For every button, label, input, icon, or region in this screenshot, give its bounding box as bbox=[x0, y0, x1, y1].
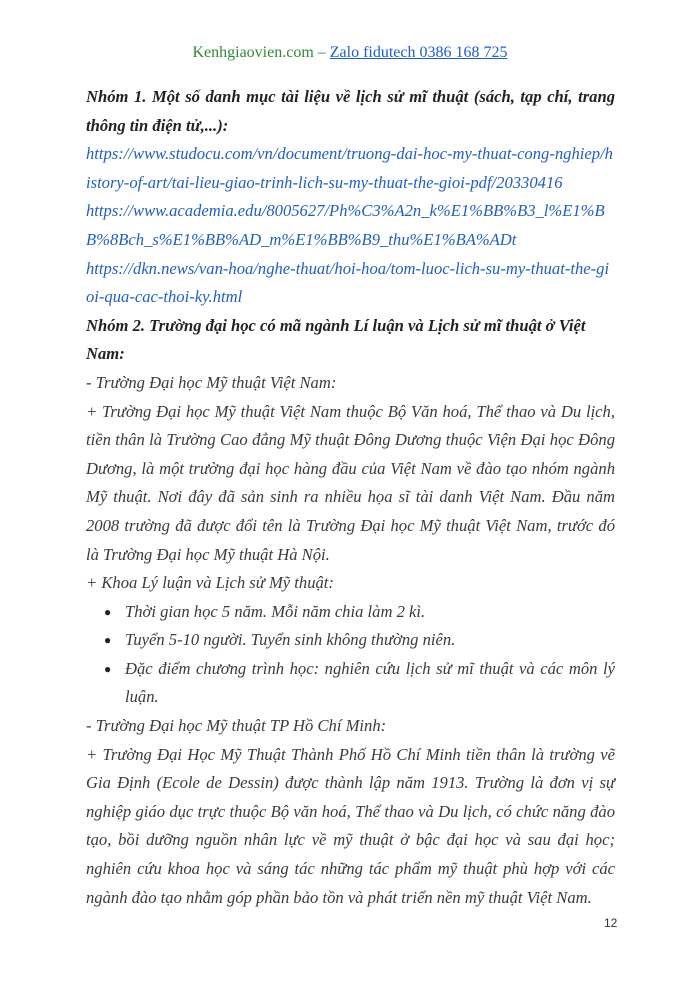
school2-title: - Trường Đại học Mỹ thuật TP Hồ Chí Minh: bbox=[86, 716, 387, 736]
document-body bbox=[86, 83, 615, 912]
faculty-details-list bbox=[86, 598, 615, 712]
zalo-contact-link[interactable]: Zalo fidutech 0386 168 725 bbox=[329, 44, 508, 61]
group1-heading: Nhóm 1. Một số danh mục tài liệu về lịch sử mĩ thuật (sách, tạp chí, trang thông tin điện tử,...): bbox=[86, 87, 615, 135]
site-link[interactable]: Kenhgiaovien.com bbox=[192, 44, 314, 61]
reference-link-academia[interactable]: https://www.academia.edu/8005627/Ph%C3%A2n_k%E1%BB%B3_l%E1%BB%8Bch_s%E1%BB%AD_m%E1%BB%B9_thu%E1%BA%ADt bbox=[86, 201, 605, 249]
reference-link-dkn[interactable]: https://dkn.news/van-hoa/nghe-thuat/hoi-hoa/tom-luoc-lich-su-my-thuat-the-gioi-qua-cac-thoi-ky.html bbox=[86, 258, 610, 307]
school2-description: + Trường Đại Học Mỹ Thuật Thành Phố Hồ Chí Minh tiền thân là trường vẽ Gia Định (Ecole de Dessin) được thành lập năm 1913. Trường là đơn vị sự nghiệp giáo dục trực thuộc Bộ văn hoá, Thể thao và Du lịch, có chức năng đào tạo, bồi dưỡng nguồn nhân lực về mỹ thuật ở bậc đại học và sau đại học; nghiên cứu khoa học và sáng tác những tác phẩm mỹ thuật phù hợp với các ngành đào tạo nhằm góp phần bảo tồn và phát triển nền mỹ thuật Việt Nam. bbox=[86, 744, 615, 907]
reference-link-studocu[interactable]: https://www.studocu.com/vn/document/truong-dai-hoc-my-thuat-cong-nghiep/history-of-art/tai-lieu-giao-trinh-lich-su-my-thuat-the-gioi-pdf/20330416 bbox=[86, 144, 613, 192]
list-item: ● Thời gian học 5 năm. Mỗi năm chia làm 2 kì. bbox=[86, 598, 615, 627]
list-item: ● Đặc điểm chương trình học: nghiên cứu lịch sử mĩ thuật và các môn lý luận. bbox=[86, 655, 615, 712]
school1-title: - Trường Đại học Mỹ thuật Việt Nam: bbox=[86, 372, 337, 392]
group2-heading: Nhóm 2. Trường đại học có mã ngành Lí luận và Lịch sử mĩ thuật ở Việt Nam: bbox=[86, 315, 586, 364]
faculty-title: + Khoa Lý luận và Lịch sử Mỹ thuật: bbox=[86, 573, 334, 593]
school1-description: + Trường Đại học Mỹ thuật Việt Nam thuộc Bộ Văn hoá, Thể thao và Du lịch, tiền thân là Trường Cao đẳng Mỹ thuật Đông Dương thuộc Viện Đại học Đông Dương, là một trường đại học hàng đầu của Việt Nam về đào tạo nhóm ngành Mỹ thuật. Nơi đây đã sản sinh ra nhiều họa sĩ tài danh Việt Nam. Đầu năm 2008 trường đã được đổi tên là Trường Đại học Mỹ thuật Việt Nam, trước đó là Trường Đại học Mỹ thuật Hà Nội. bbox=[86, 401, 615, 564]
page-number: 12 bbox=[604, 916, 618, 930]
header-separator: – bbox=[317, 44, 326, 61]
list-item: ● Tuyển 5-10 người. Tuyển sinh không thường niên. bbox=[86, 626, 615, 655]
page-header bbox=[0, 44, 700, 62]
